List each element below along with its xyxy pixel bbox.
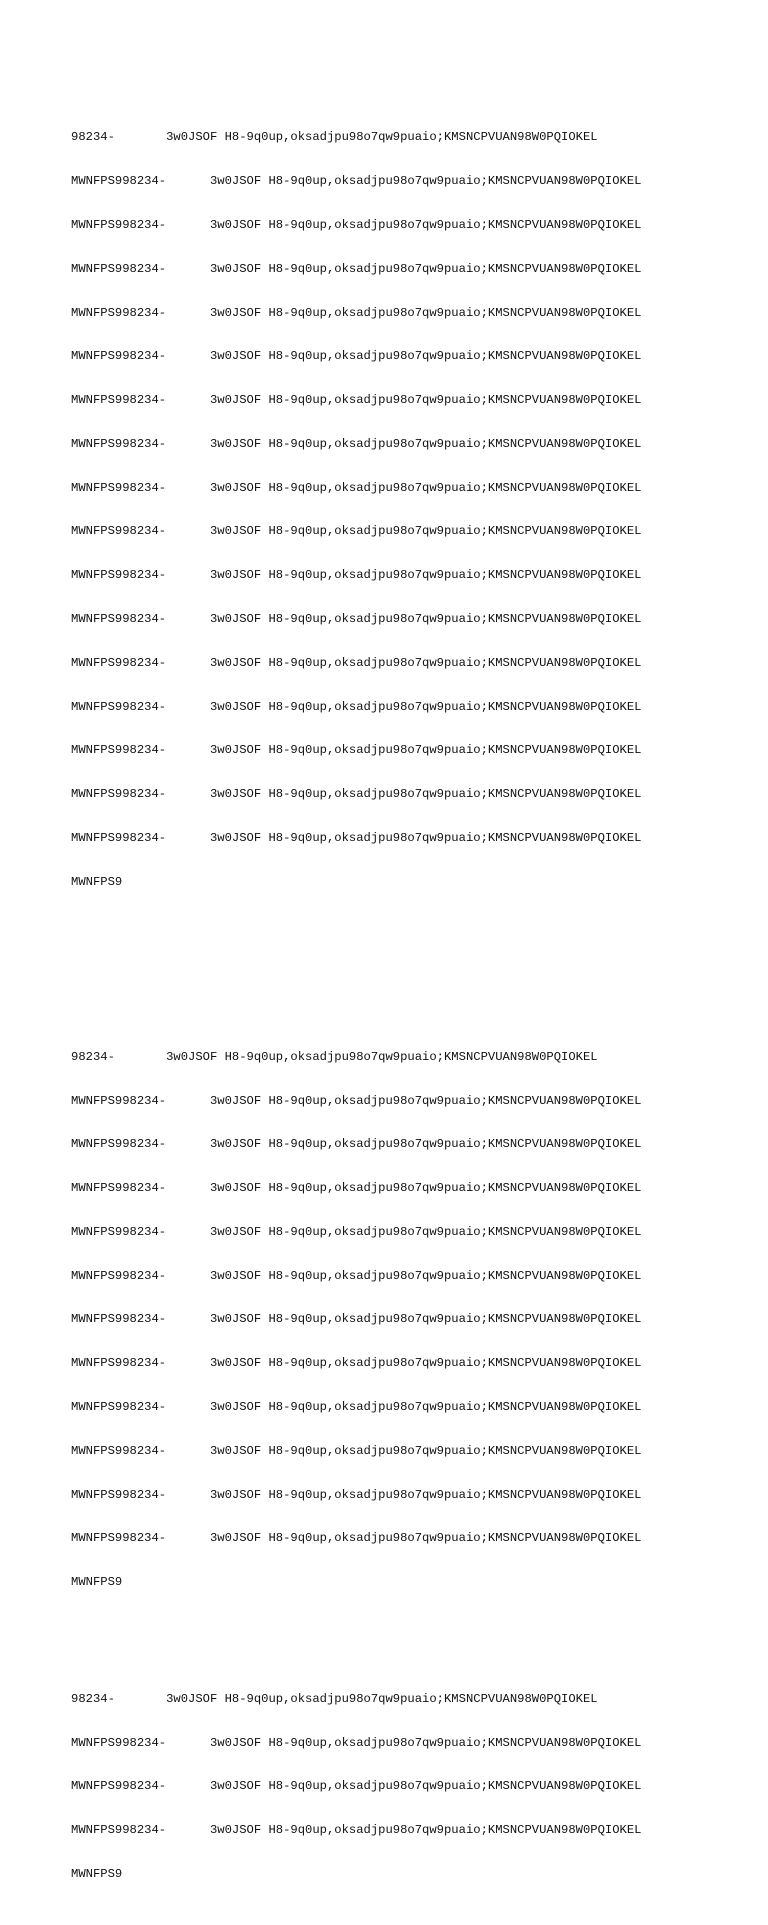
text-line: MWNFPS998234- 3w0JSOF H8-9q0up,oksadjpu98o7qw9puaio;KMSNCPVUAN98W0PQIOKEL	[71, 305, 642, 320]
text-line: MWNFPS998234- 3w0JSOF H8-9q0up,oksadjpu98o7qw9puaio;KMSNCPVUAN98W0PQIOKEL	[71, 174, 642, 189]
text-line: MWNFPS998234- 3w0JSOF H8-9q0up,oksadjpu98o7qw9puaio;KMSNCPVUAN98W0PQIOKEL	[71, 1531, 642, 1546]
text-line: MWNFPS998234- 3w0JSOF H8-9q0up,oksadjpu98o7qw9puaio;KMSNCPVUAN98W0PQIOKEL	[71, 1268, 642, 1283]
text-line: 98234- 3w0JSOF H8-9q0up,oksadjpu98o7qw9puaio;KMSNCPVUAN98W0PQIOKEL	[71, 130, 598, 145]
text-line: MWNFPS998234- 3w0JSOF H8-9q0up,oksadjpu98o7qw9puaio;KMSNCPVUAN98W0PQIOKEL	[71, 1093, 642, 1108]
text-line: MWNFPS998234- 3w0JSOF H8-9q0up,oksadjpu98o7qw9puaio;KMSNCPVUAN98W0PQIOKEL	[71, 261, 642, 276]
text-line: MWNFPS998234- 3w0JSOF H8-9q0up,oksadjpu98o7qw9puaio;KMSNCPVUAN98W0PQIOKEL	[71, 655, 642, 670]
text-line: MWNFPS998234- 3w0JSOF H8-9q0up,oksadjpu98o7qw9puaio;KMSNCPVUAN98W0PQIOKEL	[71, 349, 642, 364]
text-line: MWNFPS998234- 3w0JSOF H8-9q0up,oksadjpu98o7qw9puaio;KMSNCPVUAN98W0PQIOKEL	[71, 787, 642, 802]
text-line: MWNFPS998234- 3w0JSOF H8-9q0up,oksadjpu98o7qw9puaio;KMSNCPVUAN98W0PQIOKEL	[71, 830, 642, 845]
text-line: MWNFPS998234- 3w0JSOF H8-9q0up,oksadjpu98o7qw9puaio;KMSNCPVUAN98W0PQIOKEL	[71, 524, 642, 539]
text-line: MWNFPS998234- 3w0JSOF H8-9q0up,oksadjpu98o7qw9puaio;KMSNCPVUAN98W0PQIOKEL	[71, 699, 642, 714]
text-line: MWNFPS998234- 3w0JSOF H8-9q0up,oksadjpu98o7qw9puaio;KMSNCPVUAN98W0PQIOKEL	[71, 1356, 642, 1371]
text-line: MWNFPS9	[71, 1867, 123, 1882]
text-block-2	[71, 1021, 751, 1619]
text-line: MWNFPS998234- 3w0JSOF H8-9q0up,oksadjpu98o7qw9puaio;KMSNCPVUAN98W0PQIOKEL	[71, 480, 642, 495]
text-line: 98234- 3w0JSOF H8-9q0up,oksadjpu98o7qw9puaio;KMSNCPVUAN98W0PQIOKEL	[71, 1049, 598, 1064]
text-line: MWNFPS998234- 3w0JSOF H8-9q0up,oksadjpu98o7qw9puaio;KMSNCPVUAN98W0PQIOKEL	[71, 1137, 642, 1152]
text-line: MWNFPS998234- 3w0JSOF H8-9q0up,oksadjpu98o7qw9puaio;KMSNCPVUAN98W0PQIOKEL	[71, 1181, 642, 1196]
text-line: MWNFPS9	[71, 1575, 123, 1590]
text-line: MWNFPS998234- 3w0JSOF H8-9q0up,oksadjpu98o7qw9puaio;KMSNCPVUAN98W0PQIOKEL	[71, 1224, 642, 1239]
text-line: MWNFPS998234- 3w0JSOF H8-9q0up,oksadjpu98o7qw9puaio;KMSNCPVUAN98W0PQIOKEL	[71, 1312, 642, 1327]
document-page	[71, 72, 751, 1925]
text-line: MWNFPS998234- 3w0JSOF H8-9q0up,oksadjpu98o7qw9puaio;KMSNCPVUAN98W0PQIOKEL	[71, 393, 642, 408]
text-block-1	[71, 101, 751, 918]
text-line: MWNFPS998234- 3w0JSOF H8-9q0up,oksadjpu98o7qw9puaio;KMSNCPVUAN98W0PQIOKEL	[71, 1735, 642, 1750]
text-line: MWNFPS998234- 3w0JSOF H8-9q0up,oksadjpu98o7qw9puaio;KMSNCPVUAN98W0PQIOKEL	[71, 568, 642, 583]
text-line: MWNFPS998234- 3w0JSOF H8-9q0up,oksadjpu98o7qw9puaio;KMSNCPVUAN98W0PQIOKEL	[71, 1823, 642, 1838]
text-line: MWNFPS998234- 3w0JSOF H8-9q0up,oksadjpu98o7qw9puaio;KMSNCPVUAN98W0PQIOKEL	[71, 743, 642, 758]
text-line: MWNFPS9	[71, 874, 123, 889]
text-block-3	[71, 1663, 751, 1911]
text-line: MWNFPS998234- 3w0JSOF H8-9q0up,oksadjpu98o7qw9puaio;KMSNCPVUAN98W0PQIOKEL	[71, 1443, 642, 1458]
text-line: MWNFPS998234- 3w0JSOF H8-9q0up,oksadjpu98o7qw9puaio;KMSNCPVUAN98W0PQIOKEL	[71, 436, 642, 451]
text-line: MWNFPS998234- 3w0JSOF H8-9q0up,oksadjpu98o7qw9puaio;KMSNCPVUAN98W0PQIOKEL	[71, 1487, 642, 1502]
text-line: 98234- 3w0JSOF H8-9q0up,oksadjpu98o7qw9puaio;KMSNCPVUAN98W0PQIOKEL	[71, 1691, 598, 1706]
text-line: MWNFPS998234- 3w0JSOF H8-9q0up,oksadjpu98o7qw9puaio;KMSNCPVUAN98W0PQIOKEL	[71, 217, 642, 232]
text-line: MWNFPS998234- 3w0JSOF H8-9q0up,oksadjpu98o7qw9puaio;KMSNCPVUAN98W0PQIOKEL	[71, 1400, 642, 1415]
blank-line	[71, 962, 751, 977]
text-line: MWNFPS998234- 3w0JSOF H8-9q0up,oksadjpu98o7qw9puaio;KMSNCPVUAN98W0PQIOKEL	[71, 611, 642, 626]
text-line: MWNFPS998234- 3w0JSOF H8-9q0up,oksadjpu98o7qw9puaio;KMSNCPVUAN98W0PQIOKEL	[71, 1779, 642, 1794]
